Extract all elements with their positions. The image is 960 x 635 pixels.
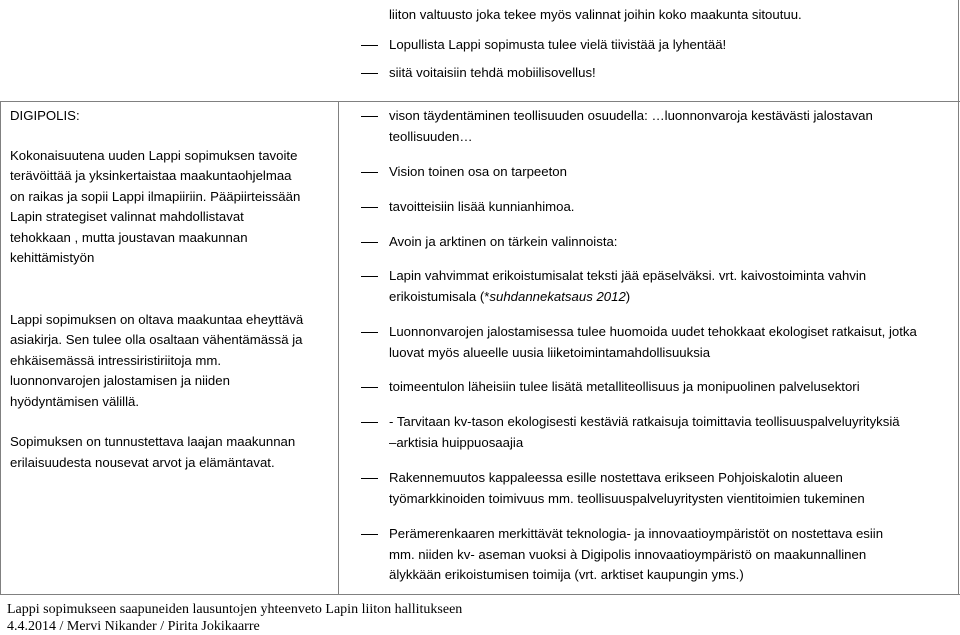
text-line: luovat myös alueelle uusia liiketoimintamahdollisuuksia [389,344,711,360]
text-line: Luonnonvarojen jalostamisessa tulee huomoida uudet tehokkaat ekologiset ratkaisut, jotka [389,324,917,339]
text-line: älykkään erikoistumisen toimija (vrt. arktiset kaupungin yms.) [389,567,744,582]
table-row-top-border [0,101,960,102]
text-line: tavoitteisiin lisää kunnianhimoa. [389,199,575,214]
list-item [389,412,949,453]
text-line: Kokonaisuutena uuden Lappi sopimuksen tavoite [10,147,298,163]
document-footer [7,601,462,635]
text-line: Lapin vahvimmat erikoistumisalat teksti jää epäselväksi. vrt. kaivostoiminta vahvin [389,268,867,283]
text-line: vison täydentäminen teollisuuden osuudella: …luonnonvaroja kestävästi jalostavan [389,108,873,123]
italic-reference: suhdannekatsaus 2012 [489,288,626,304]
top-list-item [389,63,949,84]
left-paragraph-2 [10,310,330,413]
list-item [389,232,949,253]
list-item [389,322,949,363]
text-line: hyödyntämisen välillä. [10,393,140,409]
text-line: toimeentulon läheisiin tulee lisätä metalliteollisuus ja monipuolinen palvelusektori [389,379,860,394]
text-line: on raikas ja sopii Lappi ilmapiiriin. Pääpiirteissään [10,188,301,204]
left-column-text [10,106,330,473]
text-line: Rakennemuutos kappaleessa esille nostettava erikseen Pohjoiskalotin alueen [389,470,843,485]
dash-bullet-icon [361,116,378,117]
left-paragraph-3 [10,432,330,473]
dash-bullet-icon [361,534,378,535]
list-item [389,162,949,183]
text-line: asiakirja. Sen tulee olla osaltaan vähentämässä ja [10,332,303,347]
dash-bullet-icon [361,276,378,277]
section-heading: DIGIPOLIS: [10,108,80,123]
dash-bullet-icon [361,242,378,243]
dash-bullet-icon [361,207,378,208]
text-line: Lappi sopimuksen on oltava maakuntaa eheyttävä [10,311,304,327]
text-fragment: ) [625,288,631,304]
top-list-item [389,35,949,56]
text-line-with-italic [389,287,949,308]
text-line: Perämerenkaaren merkittävät teknologia- ja innovaatioympäristöt on nostettava esiin [389,526,884,541]
list-item [389,377,949,398]
table-border-left [0,101,1,595]
footer-line: Lappi sopimukseen saapuneiden lausuntojen yhteenveto Lapin liiton hallitukseen [7,602,463,617]
text-line: terävöittää ja yksinkertaistaa maakuntaohjelmaa [10,168,292,183]
text-line: tehokkaan , mutta joustavan maakunnan [10,229,248,245]
dash-bullet-icon [361,45,378,46]
dash-bullet-icon [361,332,378,333]
top-list-item-text: siitä voitaisiin tehdä mobiilisovellus! [389,65,596,80]
left-paragraph-1 [10,146,330,269]
text-line: ehkäisemässä intressiristiriitoja mm. [10,352,222,368]
text-line: teollisuuden… [389,128,473,144]
list-item [389,197,949,218]
text-line: luonnonvarojen jalostamisen ja niiden [10,373,230,388]
text-line: - Tarvitaan kv-tason ekologisesti kestäviä ratkaisuja toimittavia teollisuuspalveluyrityksiä [389,414,900,429]
text-line: Vision toinen osa on tarpeeton [389,164,567,179]
text-line: Avoin ja arktinen on tärkein valinnoista: [389,234,618,249]
text-line: työmarkkinoiden toimivuus mm. teollisuuspalveluyritysten vientitoimien tukeminen [389,490,865,506]
text-line: Lapin strategiset valinnat mahdollistavat [10,209,244,224]
dash-bullet-icon [361,172,378,173]
text-line: –arktisia huippuosaajia [389,434,524,450]
text-line: mm. niiden kv- aseman vuoksi à Digipolis innovaatioympäristö on maakunnallinen [389,546,867,562]
text-line: kehittämistyön [10,250,95,265]
list-item [389,524,949,586]
table-row-bottom-border [0,594,960,595]
table-border-right [958,0,959,595]
text-line: erilaisuudesta nousevat arvot ja elämäntavat. [10,454,275,470]
dash-bullet-icon [361,73,378,74]
table-column-divider [338,101,339,595]
top-list-item-text: Lopullista Lappi sopimusta tulee vielä tiivistää ja lyhentää! [389,37,727,52]
top-text-line: liiton valtuusto joka tekee myös valinnat joihin koko maakunta sitoutuu. [389,7,802,22]
text-fragment: erikoistumisala (* [389,288,490,304]
dash-bullet-icon [361,422,378,423]
list-item [389,468,949,509]
list-item [389,106,949,147]
text-line: Sopimuksen on tunnustettava laajan maakunnan [10,434,296,449]
dash-bullet-icon [361,387,378,388]
footer-line: 4.4.2014 / Mervi Nikander / Pirita Jokikaarre [7,619,260,634]
list-item [389,266,949,307]
dash-bullet-icon [361,478,378,479]
